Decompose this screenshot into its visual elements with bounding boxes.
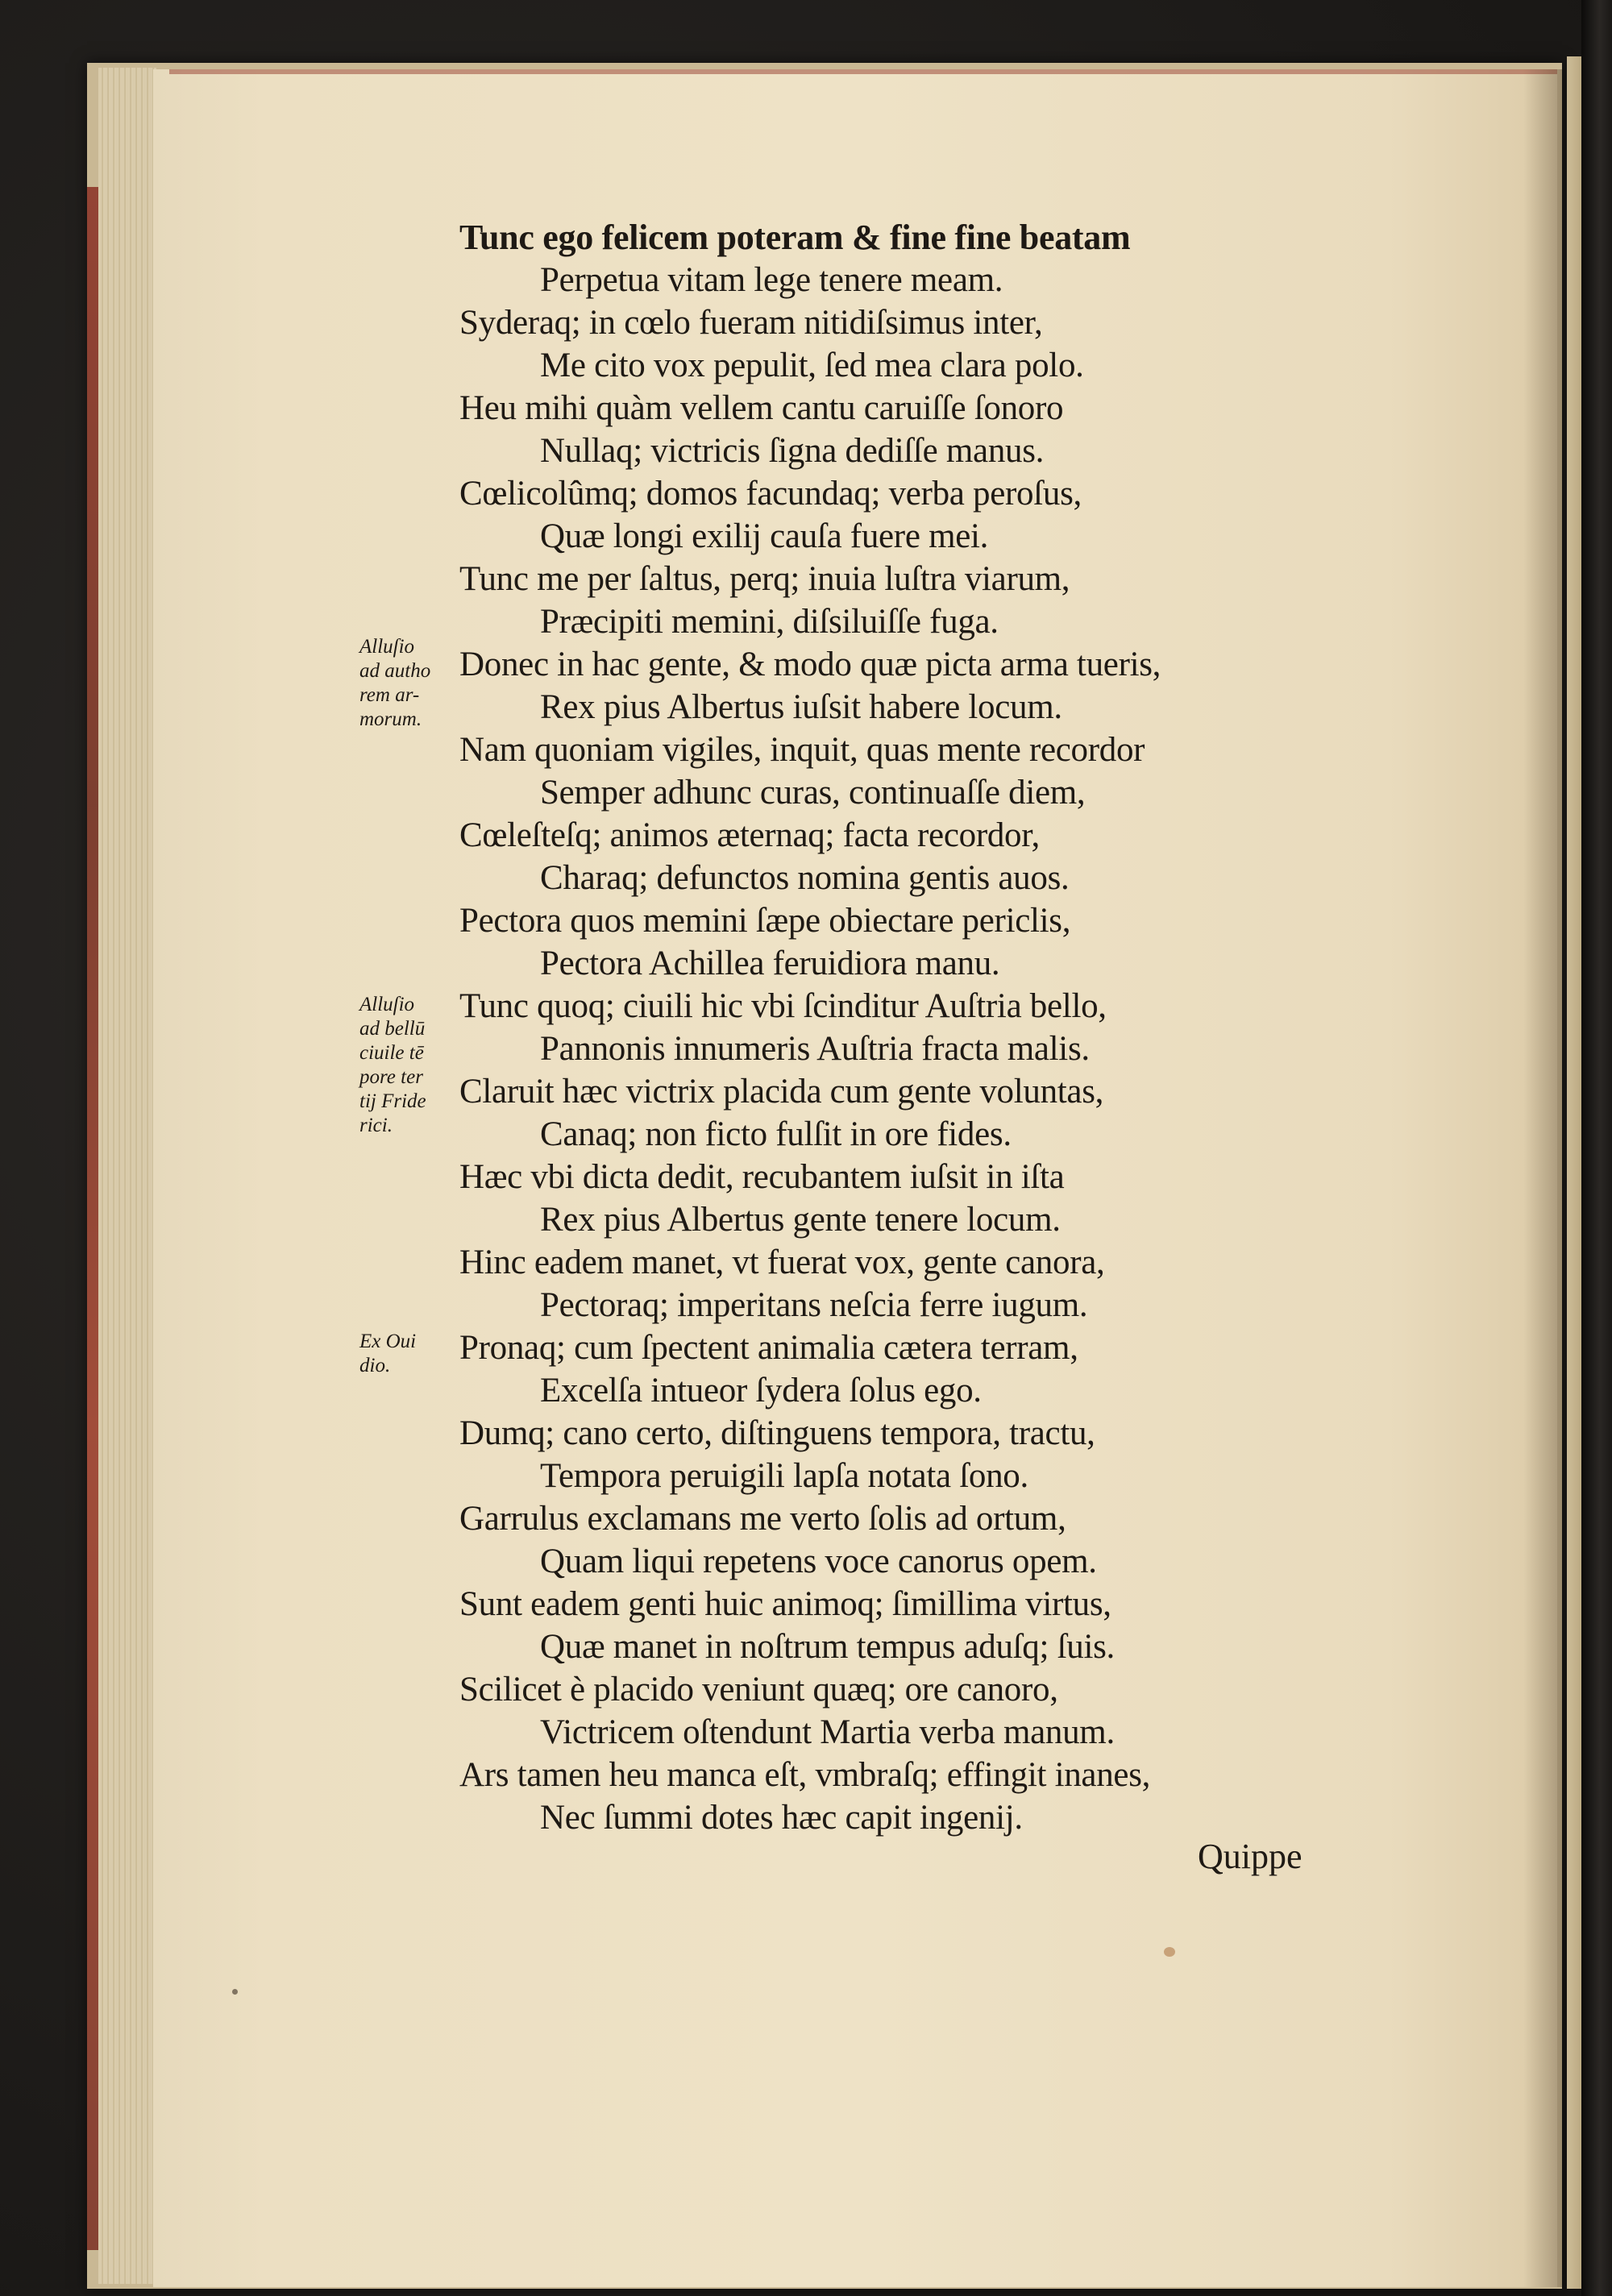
verse-line: Pectoraq; imperitans neſcia ferre iugum. [540,1286,1088,1324]
verse-line: Charaq; defunctos nomina gentis auos. [540,859,1070,897]
marginal-note-line: morum. [359,708,422,730]
verse-line: Nam quoniam vigiles, inquit, quas mente recordor [459,731,1145,769]
marginal-note-line: Ex Oui [359,1331,417,1352]
verse-line: Hæc vbi dicta dedit, recubantem iuſsit in iſta [459,1158,1065,1196]
verse-line: Donec in hac gente, & modo quæ picta arma tueris, [459,646,1161,683]
verse-line: Perpetua vitam lege tenere meam. [540,261,1003,299]
verse-line: Cœleſteſq; animos æternaq; facta recordor, [459,816,1040,854]
marginal-note [359,635,456,732]
verse-line: Hinc eadem manet, vt fuerat vox, gente canora, [459,1243,1105,1281]
verse-line: Semper adhunc curas, continuaſſe diem, [540,774,1086,812]
verse-line: Quæ longi exilij cauſa fuere mei. [540,517,989,555]
verse-line: Claruit hæc victrix placida cum gente voluntas, [459,1073,1104,1111]
verse-line: Tunc ego felicem poteram & fine fine beatam [459,218,1131,257]
verse-line: Cœlicolûmq; domos facundaq; verba peroſus, [459,475,1082,513]
verse-line: Pectora quos memini ſæpe obiectare periclis, [459,902,1071,940]
verse-line: Tempora peruigili lapſa notata ſono. [540,1457,1028,1495]
marginal-note-line: ad autho [359,660,431,682]
verse-line: Dumq; cano certo, diſtinguens tempora, tractu, [459,1414,1095,1452]
marginal-note-line: dio. [359,1355,391,1376]
verse-line: Syderaq; in cœlo fueram nitidiſsimus inter, [459,304,1043,342]
verse-line: Rex pius Albertus gente tenere locum. [540,1201,1061,1239]
verse-line: Scilicet è placido veniunt quæq; ore canoro, [459,1671,1058,1709]
verse-line: Nec ſummi dotes hæc capit ingenij. [540,1799,1023,1837]
verse-line: Pectora Achillea feruidiora manu. [540,945,1000,982]
verse-line: Garrulus exclamans me verto ſolis ad ortum, [459,1500,1066,1538]
verse-line: Quam liqui repetens voce canorus opem. [540,1542,1097,1580]
marginal-note [359,993,456,1138]
verse-line: Excelſa intueor ſydera ſolus ego. [540,1372,982,1410]
verse-line: Sunt eadem genti huic animoq; ſimillima virtus, [459,1585,1111,1623]
next-page-board [1581,0,1612,2296]
marginal-note-line: Alluſio [359,636,415,658]
verse-line: Me cito vox pepulit, ſed mea clara polo. [540,347,1084,384]
marginal-note-line: rici. [359,1115,393,1136]
marginal-note-line: ad bellū [359,1018,426,1040]
verse-line: Canaq; non ficto fulſit in ore fides. [540,1115,1012,1153]
marginal-note [359,1330,456,1378]
verse-line: Ars tamen heu manca eſt, vmbraſq; effingit inanes, [459,1756,1151,1794]
marginal-note-line: rem ar- [359,684,420,706]
marginal-note-line: pore ter [359,1066,423,1088]
facing-page-edge [1567,56,1581,2289]
verse-line: Tunc quoq; ciuili hic vbi ſcinditur Auſtria bello, [459,987,1107,1025]
catchword: Quippe [1198,1837,1302,1876]
verse-block [459,216,1265,1839]
verse-line: Præcipiti memini, diſsiluiſſe fuga. [540,603,999,641]
marginal-note-line: tij Fride [359,1090,426,1112]
red-page-edge [87,187,98,2250]
verse-line: Pannonis innumeris Auſtria fracta malis. [540,1030,1090,1068]
marginal-note-line: ciuile tē [359,1042,424,1064]
verse-line: Heu mihi quàm vellem cantu caruiſſe ſonoro [459,389,1064,427]
page-edges [98,68,156,2284]
verse-line: Rex pius Albertus iuſsit habere locum. [540,688,1062,726]
gutter-shadow [1523,69,1562,2287]
verse-line: Victricem oſtendunt Martia verba manum. [540,1713,1115,1751]
ink-speck [1164,1947,1175,1957]
page-top-stain [169,69,1557,74]
verse-line: Quæ manet in noſtrum tempus aduſq; ſuis. [540,1628,1115,1666]
verse-line: Nullaq; victricis ſigna dediſſe manus. [540,432,1045,470]
verse-line: Tunc me per ſaltus, perq; inuia luſtra viarum, [459,560,1070,598]
verse-line: Pronaq; cum ſpectent animalia cætera terram, [459,1329,1078,1367]
marginal-note-line: Alluſio [359,994,415,1015]
ink-speck [232,1989,238,1995]
